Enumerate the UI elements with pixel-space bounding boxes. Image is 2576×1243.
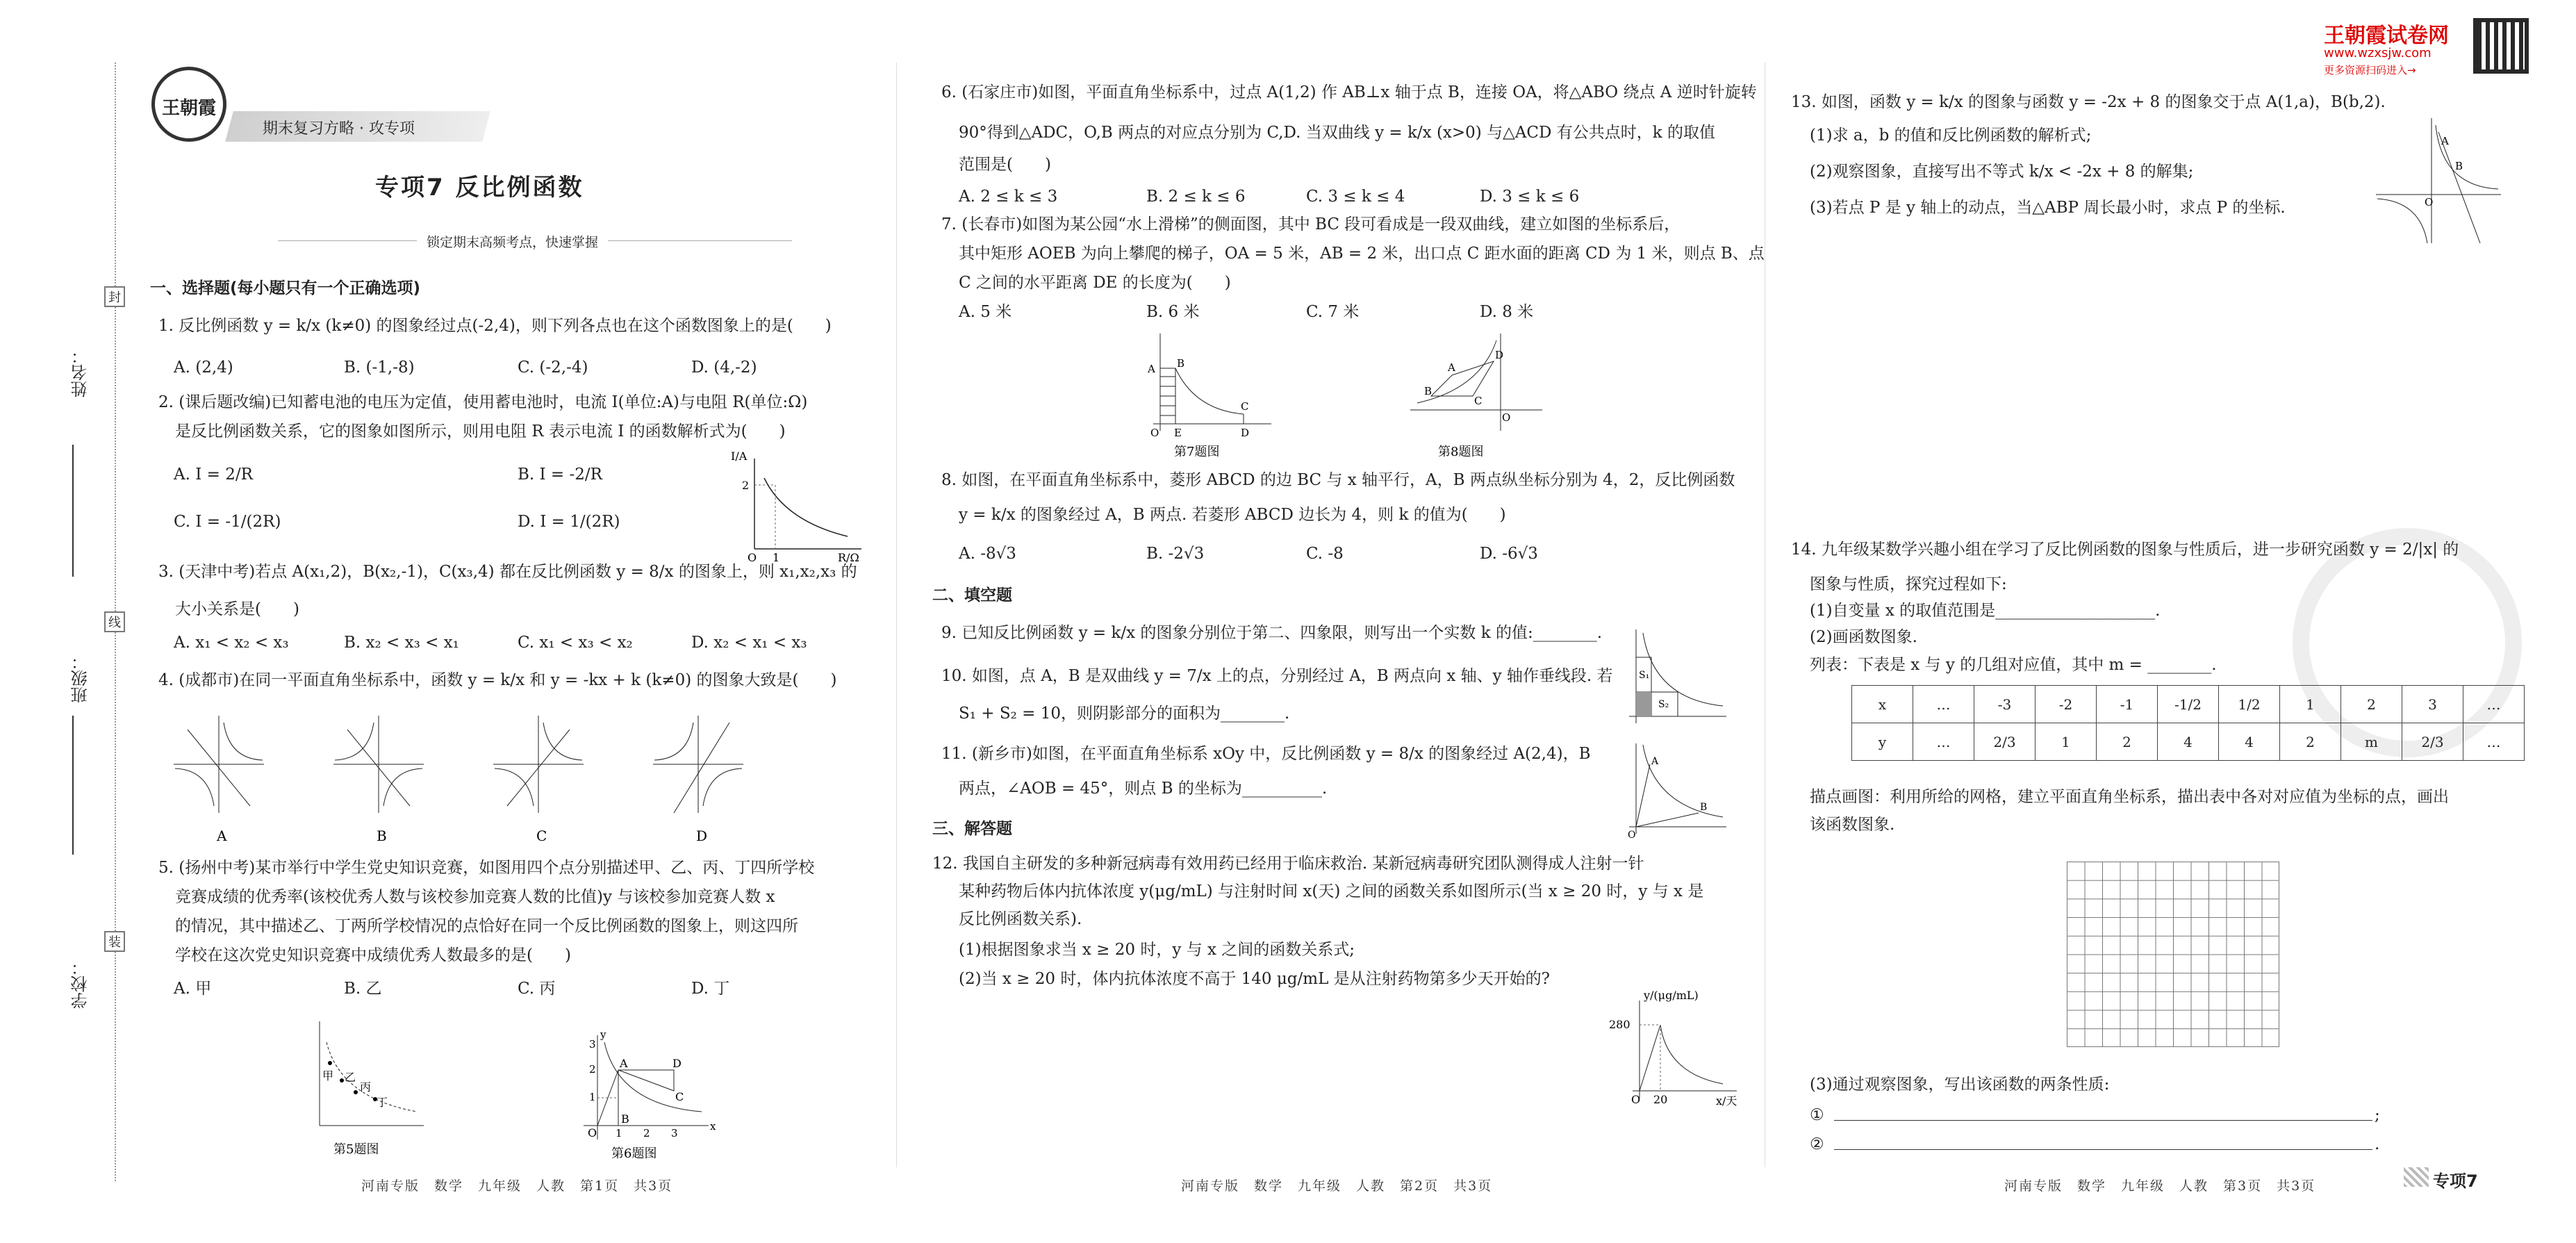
q4-graph-b — [333, 716, 424, 844]
q2-x1: 1 — [773, 551, 780, 563]
q4-graph-d — [653, 716, 743, 844]
svg-text:O: O — [1150, 427, 1159, 439]
q2-figure — [729, 445, 868, 563]
tag-pattern — [2404, 1167, 2429, 1187]
series-title: 期末复习方略 · 攻专项 — [263, 120, 415, 138]
q14-answer2-label: ② — [1810, 1135, 1824, 1153]
q14-answer1-line[interactable] — [1834, 1120, 2372, 1121]
q3-b: B. x₂ < x₃ < x₁ — [344, 634, 459, 652]
tab-bind: 装 — [104, 931, 125, 952]
q6-x1: 1 — [616, 1127, 622, 1139]
tab-seal: 封 — [104, 286, 125, 307]
svg-text:O: O — [1502, 411, 1511, 424]
table-row: x … -3 -2 -1 -1/2 1/2 1 2 3 … — [1852, 686, 2525, 723]
q6-y2: 2 — [589, 1063, 596, 1076]
section-fill: 二、填空题 — [932, 586, 1012, 604]
svg-text:A: A — [1448, 361, 1455, 374]
svg-text:C: C — [1241, 400, 1249, 413]
q14-answer1-end: ; — [2375, 1106, 2380, 1124]
q3-a: A. x₁ < x₂ < x₃ — [174, 634, 289, 652]
svg-text:B: B — [1700, 802, 1708, 813]
q1-d: D. (4,-2) — [691, 359, 757, 377]
q6-pt-b: B — [621, 1112, 629, 1126]
q6-b: B. 2 ≤ k ≤ 6 — [1146, 188, 1246, 206]
q2-y2: 2 — [742, 479, 750, 492]
q1-c: C. (-2,-4) — [518, 359, 588, 377]
q4-label-a: A — [217, 828, 227, 844]
name-label: 姓名： — [71, 347, 90, 397]
q8-line1: 8. 如图，在平面直角坐标系中，菱形 ABCD 的边 BC 与 x 轴平行，A，B 两点纵坐标分别为 4，2，反比例函数 — [941, 471, 1735, 489]
q1-a: A. (2,4) — [174, 359, 233, 377]
q7-a: A. 5 米 — [959, 303, 1012, 321]
q14-line7: 该函数图象. — [1810, 816, 1895, 834]
q6-line2: 90°得到△ADC，O,B 两点的对应点分别为 C,D. 当双曲线 y = k/x (x>0) 与△ACD 有公共点时，k 的取值 — [959, 124, 1715, 142]
q4-graph-a — [174, 716, 264, 844]
q14-line3: (1)自变量 x 的取值范围是____________________. — [1810, 602, 2161, 620]
q5-c: C. 丙 — [518, 980, 556, 998]
q5-caption: 第5题图 — [333, 1142, 379, 1157]
q5-figure — [299, 1014, 438, 1160]
q8-caption: 第8题图 — [1438, 445, 1484, 459]
section-answer: 三、解答题 — [932, 820, 1012, 838]
q6-pt-d: D — [672, 1057, 682, 1070]
q6-caption: 第6题图 — [611, 1146, 657, 1160]
subtitle: 锁定期末高频考点，快速掌握 — [417, 232, 608, 251]
q5-b: B. 乙 — [344, 980, 382, 998]
q13-line2: (1)求 a，b 的值和反比例函数的解析式; — [1810, 126, 2092, 145]
q14-answer2-end: . — [2375, 1135, 2380, 1153]
value-table — [1851, 685, 2525, 761]
class-label: 班级： — [71, 653, 90, 703]
q12-line1: 12. 我国自主研发的多种新冠病毒有效用药已经用于临床救治. 某新冠病毒研究团队测得成人注射一针 — [932, 855, 1644, 873]
q5-point-bing: 丙 — [360, 1080, 372, 1094]
q9: 9. 已知反比例函数 y = k/x 的图象分别位于第二、四象限，则写出一个实数 k 的值:________. — [941, 624, 1603, 642]
q2-xlabel: R/Ω — [838, 551, 859, 563]
tab-line: 线 — [104, 611, 125, 632]
q14-line2: 图象与性质，探究过程如下: — [1810, 575, 2007, 593]
q3-c: C. x₁ < x₃ < x₂ — [518, 634, 633, 652]
q14-line8: (3)通过观察图象，写出该函数的两条性质: — [1810, 1076, 2110, 1094]
q7-figure — [1139, 327, 1278, 459]
q11-line1: 11. (新乡市)如图，在平面直角坐标系 xOy 中，反比例函数 y = 8/x 的图象经过 A(2,4)，B — [941, 745, 1591, 763]
q5-line4: 学校在这次党史知识竞赛中成绩优秀人数最多的是( ) — [175, 946, 571, 964]
q5-d: D. 丁 — [691, 980, 730, 998]
q12-line3: 反比例函数关系). — [959, 910, 1082, 928]
topic-tag: 专项7 — [2433, 1171, 2478, 1191]
q13-line3: (2)观察图象，直接写出不等式 k/x < -2x + 8 的解集; — [1810, 163, 2194, 181]
q6-x3: 3 — [671, 1127, 678, 1139]
q10-line1: 10. 如图，点 A，B 是双曲线 y = 7/x 上的点，分别经过 A，B 两点向 x 轴、y 轴作垂线段. 若 — [941, 667, 1613, 685]
svg-text:A: A — [1148, 363, 1155, 375]
q14-answer1-label: ① — [1810, 1106, 1824, 1124]
q6-d: D. 3 ≤ k ≤ 6 — [1480, 188, 1580, 206]
q6-line3: 范围是( ) — [959, 156, 1051, 174]
table-row: y … 2/3 1 2 4 4 2 m 2/3 … — [1852, 723, 2525, 761]
q10-figure — [1622, 623, 1733, 734]
brand-note: 更多资源扫码进入→ — [2324, 64, 2416, 76]
q2-line1: 2. (课后题改编)已知蓄电池的电压为定值，使用蓄电池时，电流 I(单位:A)与电阻 R(单位:Ω) — [158, 393, 808, 411]
q8-b: B. -2√3 — [1146, 545, 1205, 563]
svg-text:O: O — [2425, 196, 2434, 208]
q7-line3: C 之间的水平距离 DE 的长度为( ) — [959, 274, 1231, 292]
class-line — [72, 716, 74, 855]
q14-line1: 14. 九年级某数学兴趣小组在学习了反比例函数的图象与性质后，进一步研究函数 y = 2/|x| 的 — [1791, 541, 2459, 559]
q12-yval: 280 — [1609, 1018, 1630, 1031]
brand-name: 王朝霞试卷网 — [2324, 24, 2449, 48]
q7-d: D. 8 米 — [1480, 303, 1534, 321]
svg-text:B: B — [1177, 357, 1185, 370]
q14-line5: 列表：下表是 x 与 y 的几组对应值，其中 m = ________. — [1810, 656, 2217, 674]
q5-point-jia: 甲 — [322, 1069, 334, 1083]
q6-pt-a: A — [620, 1057, 628, 1070]
q2-a: A. I = 2/R — [174, 466, 253, 484]
q5-line2: 竞赛成绩的优秀率(该校优秀人数与该校参加竞赛人数的比值)y 与该校参加竞赛人数 x — [175, 888, 775, 906]
q8-figure — [1396, 327, 1549, 459]
q12-line4: (1)根据图象求当 x ≥ 20 时，y 与 x 之间的函数关系式; — [959, 941, 1355, 959]
q5-a: A. 甲 — [174, 980, 212, 998]
q7-caption: 第7题图 — [1174, 445, 1220, 459]
name-line — [72, 445, 74, 577]
q4-label-c: C — [536, 828, 547, 844]
page-title: 专项7 反比例函数 — [375, 174, 584, 201]
q6-y3: 3 — [589, 1038, 596, 1051]
school-label: 学校： — [71, 959, 90, 1009]
q6-y1: 1 — [589, 1091, 596, 1103]
q2-line2: 是反比例函数关系，它的图象如图所示，则用电阻 R 表示电流 I 的函数解析式为( ) — [175, 422, 786, 441]
q2-c: C. I = -1/(2R) — [174, 513, 281, 531]
q4-figures — [167, 709, 806, 848]
q5-point-ding: 丁 — [377, 1096, 388, 1109]
section-choice: 一、选择题(每小题只有一个正确选项) — [150, 279, 421, 297]
q13-line1: 13. 如图，函数 y = k/x 的图象与函数 y = -2x + 8 的图象交于点 A(1,a)，B(b,2). — [1791, 93, 2386, 111]
q14-line4: (2)画函数图象. — [1810, 628, 1917, 646]
q7-c: C. 7 米 — [1306, 303, 1360, 321]
svg-text:B: B — [2455, 160, 2463, 172]
q2-b: B. I = -2/R — [518, 466, 602, 484]
q2-ylabel: I/A — [731, 450, 748, 463]
q12-xlabel: x/天 — [1716, 1094, 1737, 1108]
q4-graph-c — [493, 716, 584, 844]
svg-text:O: O — [1631, 1093, 1641, 1106]
q2-origin: O — [748, 551, 757, 563]
q10-s1: S₁ — [1639, 670, 1650, 681]
svg-text:C: C — [1474, 395, 1483, 407]
qr-code — [2473, 18, 2529, 74]
q3-line1: 3. (天津中考)若点 A(x₁,2)，B(x₂,-1)，C(x₃,4) 都在反比例函数 y = 8/x 的图象上，则 x₁,x₂,x₃ 的 — [158, 563, 857, 581]
q12-xval: 20 — [1653, 1093, 1668, 1106]
q13-line4: (3)若点 P 是 y 轴上的动点，当△ABP 周长最小时，求点 P 的坐标. — [1810, 199, 2286, 217]
q13-figure — [2369, 111, 2508, 250]
svg-text:D: D — [1241, 427, 1250, 439]
q4-label-d: D — [696, 828, 708, 844]
q7-b: B. 6 米 — [1146, 303, 1200, 321]
q3-d: D. x₂ < x₁ < x₃ — [691, 634, 807, 652]
footer-page-3: 河南专版 数学 九年级 人教 第3页 共3页 — [2004, 1178, 2316, 1194]
q8-a: A. -8√3 — [959, 545, 1016, 563]
q6-origin: O — [588, 1126, 597, 1139]
q1-stem: 1. 反比例函数 y = k/x (k≠0) 的图象经过点(-2,4)，则下列各点也在这个函数图象上的是( ) — [158, 317, 832, 335]
logo-badge — [151, 67, 226, 142]
q6-line1: 6. (石家庄市)如图，平面直角坐标系中，过点 A(1,2) 作 AB⊥x 轴于点 B，连接 OA，将△ABO 绕点 A 逆时针旋转 — [941, 83, 1757, 101]
q6-a: A. 2 ≤ k ≤ 3 — [959, 188, 1058, 206]
q10-s2: S₂ — [1658, 699, 1669, 710]
q2-d: D. I = 1/(2R) — [518, 513, 620, 531]
q4-stem: 4. (成都市)在同一平面直角坐标系中，函数 y = k/x 和 y = -kx + k (k≠0) 的图象大致是( ) — [158, 671, 837, 689]
q12-line2: 某种药物后体内抗体浓度 y(μg/mL) 与注射时间 x(天) 之间的函数关系如图所示(当 x ≥ 20 时，y 与 x 是 — [959, 882, 1704, 900]
q14-answer2-line[interactable] — [1834, 1149, 2372, 1150]
svg-text:B: B — [1424, 385, 1433, 397]
svg-text:A: A — [1651, 756, 1659, 767]
q5-point-yi: 乙 — [345, 1071, 356, 1084]
q10-line2: S₁ + S₂ = 10，则阴影部分的面积为________. — [959, 705, 1290, 723]
footer-page-2: 河南专版 数学 九年级 人教 第2页 共3页 — [1181, 1178, 1493, 1194]
q3-line2: 大小关系是( ) — [175, 600, 299, 618]
q5-line1: 5. (扬州中考)某市举行中学生党史知识竞赛，如图用四个点分别描述甲、乙、丙、丁四所学校 — [158, 859, 815, 877]
q12-ylabel: y/(μg/mL) — [1644, 989, 1699, 1002]
q6-pt-c: C — [675, 1090, 684, 1103]
answer-grid[interactable] — [2067, 862, 2279, 1047]
q6-x2: 2 — [643, 1127, 650, 1139]
q12-line5: (2)当 x ≥ 20 时，体内抗体浓度不高于 140 μg/mL 是从注射药物第多少天开始的? — [959, 970, 1550, 988]
svg-text:E: E — [1174, 427, 1182, 439]
q6-figure — [570, 1028, 723, 1160]
brand-site: www.wzxsjw.com — [2324, 46, 2431, 60]
column-divider-1 — [896, 63, 897, 1167]
q6-c: C. 3 ≤ k ≤ 4 — [1306, 188, 1405, 206]
q8-c: C. -8 — [1306, 545, 1344, 563]
q12-figure — [1598, 987, 1751, 1112]
q6-yaxis: y — [600, 1028, 606, 1041]
q8-line2: y = k/x 的图象经过 A，B 两点. 若菱形 ABCD 边长为 4，则 k 的值为( ) — [959, 506, 1506, 524]
q11-figure — [1622, 736, 1733, 841]
q8-d: D. -6√3 — [1480, 545, 1538, 563]
svg-text:D: D — [1495, 349, 1504, 361]
q7-line2: 其中矩形 AOEB 为向上攀爬的梯子，OA = 5 米，AB = 2 米，出口点 C 距水面的距离 CD 为 1 米，则点 B、点 — [959, 245, 1765, 263]
svg-text:O: O — [1628, 830, 1636, 841]
q4-label-b: B — [377, 828, 387, 844]
q1-b: B. (-1,-8) — [344, 359, 415, 377]
q7-line1: 7. (长春市)如图为某公园“水上滑梯”的侧面图，其中 BC 段可看成是一段双曲线，建立如图的坐标系后， — [941, 215, 1681, 233]
footer-page-1: 河南专版 数学 九年级 人教 第1页 共3页 — [361, 1178, 673, 1194]
q6-xaxis: x — [710, 1120, 716, 1133]
q5-line3: 的情况，其中描述乙、丁两所学校情况的点恰好在同一个反比例函数的图象上，则这四所 — [175, 917, 798, 935]
q11-line2: 两点，∠AOB = 45°，则点 B 的坐标为__________. — [959, 780, 1328, 798]
q14-line6: 描点画图：利用所给的网格，建立平面直角坐标系，描出表中各对对应值为坐标的点，画出 — [1810, 788, 2449, 806]
svg-text:A: A — [2441, 135, 2449, 147]
logo-text: 王朝霞 — [161, 98, 216, 119]
